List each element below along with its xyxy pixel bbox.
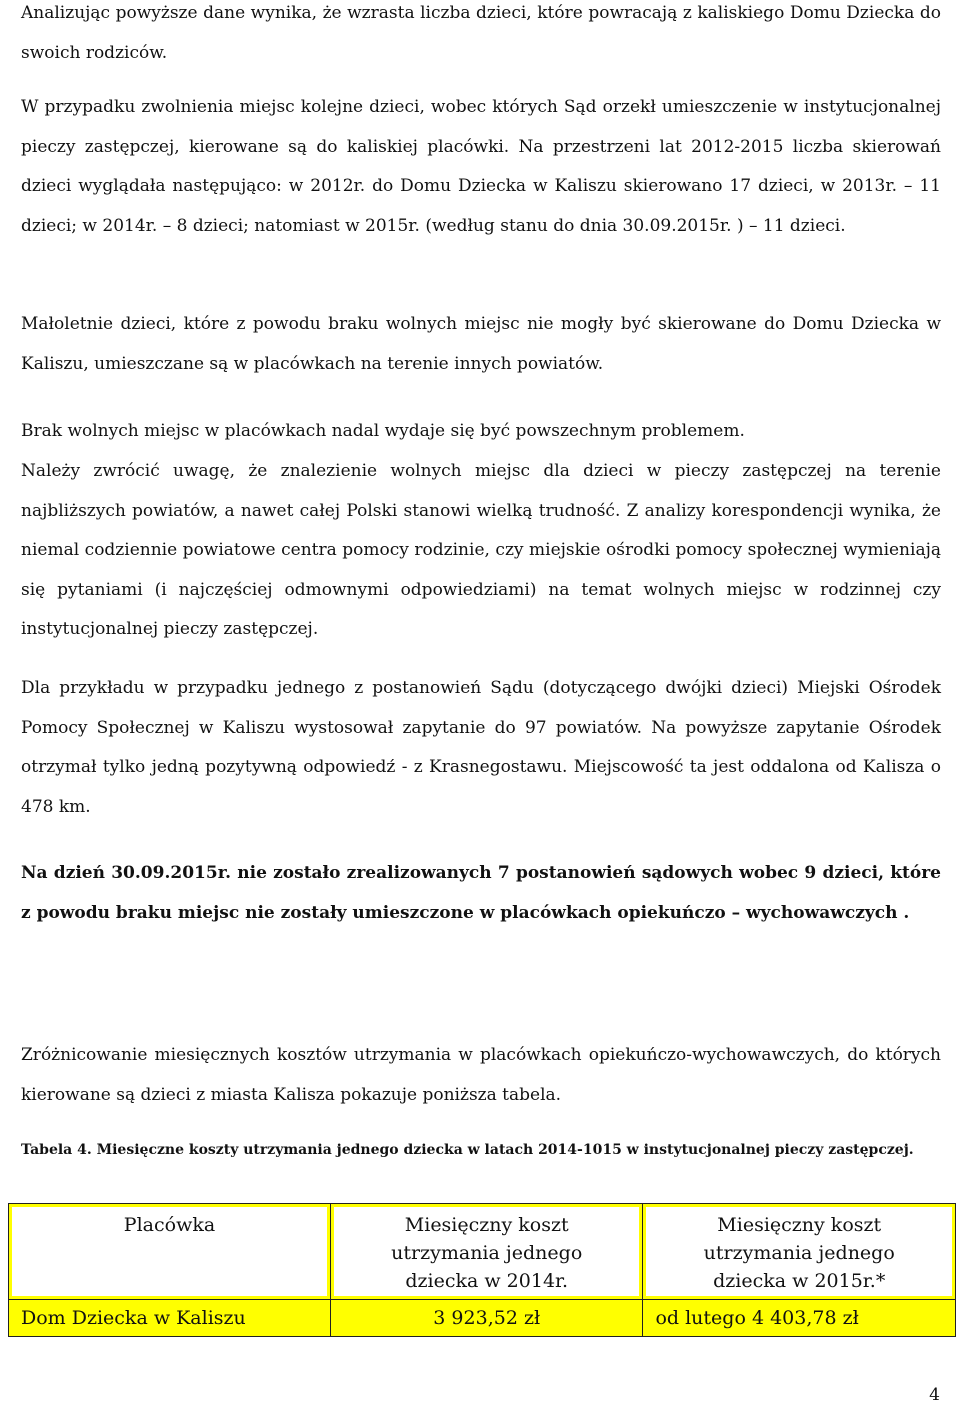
- row-cell-cost-2015: [643, 1300, 956, 1337]
- header-line: Miesięczny koszt: [404, 1214, 569, 1236]
- header-line: dziecka w 2014r.: [405, 1270, 569, 1292]
- table-header-row: [9, 1204, 956, 1300]
- header-cell-cost-2014: [330, 1204, 643, 1300]
- header-line: utrzymania jednego: [703, 1242, 895, 1264]
- table-caption-text: Miesięczne koszty utrzymania jednego dziecka w latach 2014-1015 w instytucjonalnej pieczy zastępczej.: [91, 1142, 914, 1158]
- header-line: dziecka w 2015r.*: [713, 1270, 886, 1292]
- paragraph-8: Zróżnicowanie miesięcznych kosztów utrzymania w placówkach opiekuńczo-wychowawczych, do których kierowane są dzieci z miasta Kalisza pokazuje poniższa tabela.: [21, 1045, 941, 1105]
- paragraph-1: Analizując powyższe dane wynika, że wzrasta liczba dzieci, które powracają z kaliskiego Domu Dziecka do swoich rodziców.: [21, 3, 941, 63]
- header-line: Miesięczny koszt: [717, 1214, 882, 1236]
- cell-text: 3 923,52 zł: [433, 1307, 541, 1329]
- paragraph-2: W przypadku zwolnienia miejsc kolejne dzieci, wobec których Sąd orzekł umieszczenie w instytucjonalnej pieczy zastępczej, kierowane są do kaliskiej placówki. Na przestrzeni lat 2012-2015 liczba skierowań dzieci wyglądała następująco: w 2012r. do Domu Dziecka w Kaliszu skierowano 17 dzieci, w 2013r. – 11 dzieci; w 2014r. – 8 dzieci; natomiast w 2015r. (według stanu do dnia 30.09.2015r. ) – 11 dzieci.: [21, 97, 941, 236]
- costs-table: [8, 1203, 956, 1337]
- row-cell-facility: [9, 1300, 331, 1337]
- header-cell-facility: [9, 1204, 331, 1300]
- header-line: Placówka: [123, 1214, 216, 1236]
- paragraph-6: Dla przykładu w przypadku jednego z postanowień Sądu (dotyczącego dwójki dzieci) Miejski Ośrodek Pomocy Społecznej w Kaliszu wystosował zapytanie do 97 powiatów. Na powyższe zapytanie Ośrodek otrzymał tylko jedną pozytywną odpowiedź - z Krasnegostawu. Miejscowość ta jest oddalona od Kalisza o 478 km.: [21, 678, 941, 817]
- header-cell-cost-2015: [643, 1204, 956, 1300]
- paragraph-3: Małoletnie dzieci, które z powodu braku wolnych miejsc nie mogły być skierowane do Domu Dziecka w Kaliszu, umieszczane są w placówkach na terenie innych powiatów.: [21, 314, 941, 374]
- table-caption: [21, 1140, 941, 1160]
- paragraph-5: Należy zwrócić uwagę, że znalezienie wolnych miejsc dla dzieci w pieczy zastępczej na terenie najbliższych powiatów, a nawet całej Polski stanowi wielką trudność. Z analizy korespondencji wynika, że niemal codziennie powiatowe centra pomocy rodzinie, czy miejskie ośrodki pomocy społecznej wymieniają się pytaniami (i najczęściej odmownymi odpowiedziami) na temat wolnych miejsc w rodzinnej czy instytucjonalnej pieczy zastępczej.: [21, 461, 941, 639]
- page-number: 4: [929, 1385, 940, 1405]
- table-row: [9, 1300, 956, 1337]
- header-line: utrzymania jednego: [391, 1242, 583, 1264]
- cell-text: od lutego 4 403,78 zł: [655, 1307, 859, 1329]
- cell-text: Dom Dziecka w Kaliszu: [21, 1307, 246, 1329]
- row-cell-cost-2014: [330, 1300, 643, 1337]
- table-caption-label: Tabela 4.: [21, 1142, 92, 1158]
- paragraph-7-bold: Na dzień 30.09.2015r. nie zostało zrealizowanych 7 postanowień sądowych wobec 9 dzieci, które z powodu braku miejsc nie zostały umieszczone w placówkach opiekuńczo – wychowawczych .: [21, 863, 941, 923]
- paragraph-4: Brak wolnych miejsc w placówkach nadal wydaje się być powszechnym problemem.: [21, 421, 745, 441]
